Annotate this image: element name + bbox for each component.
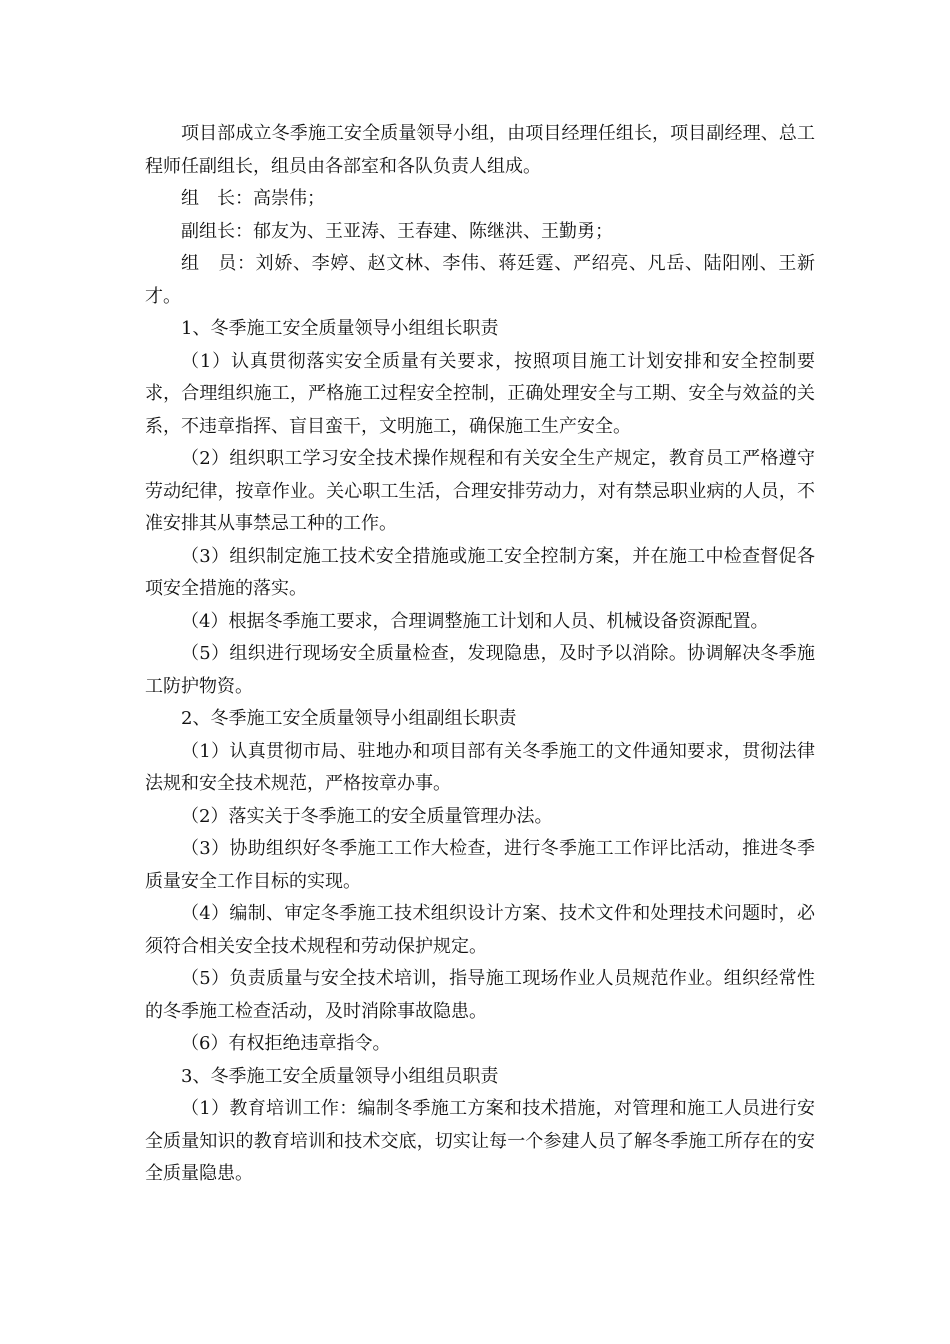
- paragraph-deputy-leaders: 副组长：郁友为、王亚涛、王春建、陈继洪、王勤勇；: [181, 220, 613, 242]
- list-item: （4）编制、审定冬季施工技术组织设计方案、技术文件和处理技术问题时，必须符合相关安全技术规程和劳动保护规定。: [145, 903, 815, 957]
- list-item: （3）协助组织好冬季施工工作大检查，进行冬季施工工作评比活动，推进冬季质量安全工作目标的实现。: [145, 838, 815, 892]
- list-item: （2）落实关于冬季施工的安全质量管理办法。: [181, 805, 553, 827]
- paragraph-leader: 组 长：高崇伟；: [181, 188, 325, 209]
- list-item: （4）根据冬季施工要求，合理调整施工计划和人员、机械设备资源配置。: [181, 610, 769, 632]
- list-item: （1）教育培训工作：编制冬季施工方案和技术措施，对管理和施工人员进行安全质量知识的教育培训和技术交底，切实让每一个参建人员了解冬季施工所存在的安全质量隐患。: [145, 1098, 815, 1184]
- section-heading-3: 3、冬季施工安全质量领导小组组员职责: [181, 1065, 499, 1087]
- list-item: （5）负责质量与安全技术培训，指导施工现场作业人员规范作业。组织经常性的冬季施工检查活动，及时消除事故隐患。: [145, 968, 815, 1022]
- paragraph-members: 组 员：刘娇、李婷、赵文林、李伟、蒋廷霆、严绍亮、凡岳、陆阳刚、王新才。: [145, 253, 815, 307]
- list-item: （6）有权拒绝违章指令。: [181, 1033, 391, 1054]
- list-item: （1）认真贯彻落实安全质量有关要求，按照项目施工计划安排和安全控制要求，合理组织施工，严格施工过程安全控制，正确处理安全与工期、安全与效益的关系，不违章指挥、盲目蛮干，文明施工，确保施工生产安全。: [145, 350, 815, 437]
- document-body: [145, 118, 815, 1191]
- list-item: （2）组织职工学习安全技术操作规程和有关安全生产规定，教育员工严格遵守劳动纪律，按章作业。关心职工生活，合理安排劳动力，对有禁忌职业病的人员，不准安排其从事禁忌工种的工作。: [145, 448, 815, 534]
- list-item: （3）组织制定施工技术安全措施或施工安全控制方案，并在施工中检查督促各项安全措施的落实。: [145, 545, 815, 599]
- section-heading-2: 2、冬季施工安全质量领导小组副组长职责: [181, 708, 517, 729]
- paragraph-intro: 项目部成立冬季施工安全质量领导小组，由项目经理任组长，项目副经理、总工程师任副组长，组员由各部室和各队负责人组成。: [145, 123, 815, 177]
- list-item: （1）认真贯彻市局、驻地办和项目部有关冬季施工的文件通知要求，贯彻法律法规和安全技术规范，严格按章办事。: [145, 740, 815, 794]
- section-heading-1: 1、冬季施工安全质量领导小组组长职责: [181, 318, 499, 339]
- list-item: （5）组织进行现场安全质量检查，发现隐患，及时予以消除。协调解决冬季施工防护物资。: [145, 643, 815, 697]
